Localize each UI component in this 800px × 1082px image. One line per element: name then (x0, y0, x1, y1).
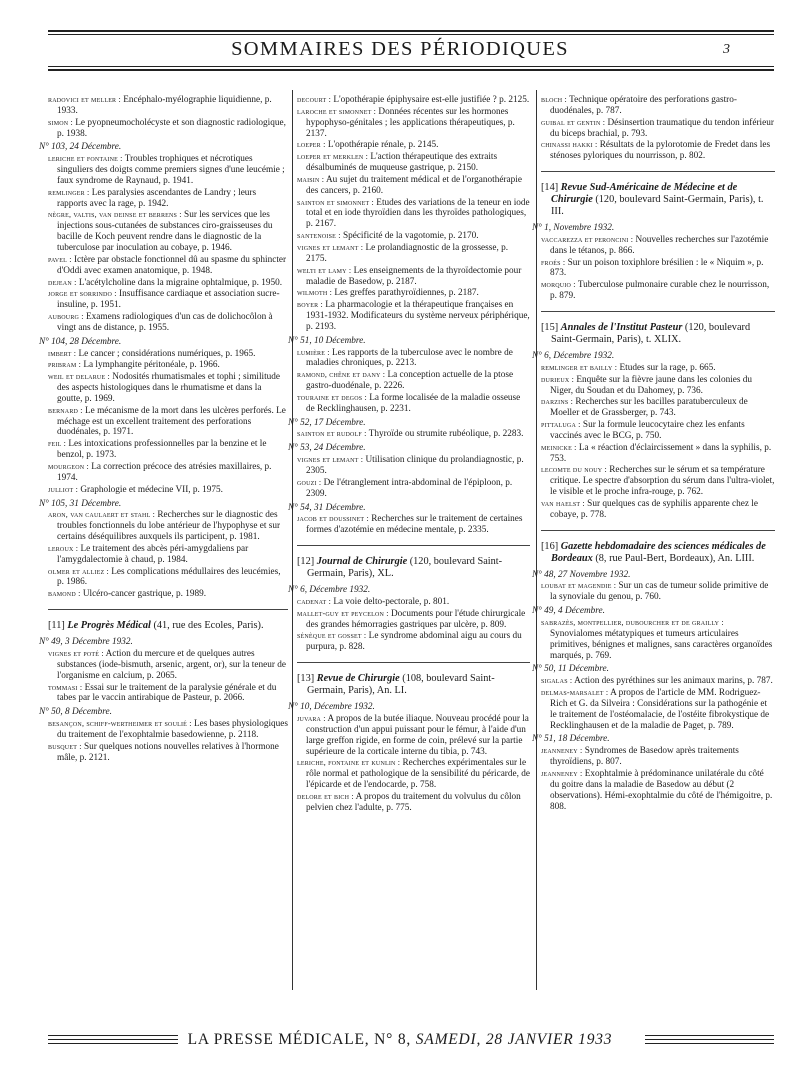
article-authors: morquio : (541, 280, 576, 290)
article-entry (297, 455, 530, 477)
article-entry (48, 742, 288, 764)
article-authors: cadenat : (297, 596, 332, 606)
header-rule-bottom-thick (48, 69, 774, 71)
column-right (532, 95, 775, 813)
footer-date: SAMEDI, 28 JANVIER 1933 (415, 1031, 613, 1048)
article-entry (48, 683, 288, 705)
article-title: Action du mercure et de quelques autres substances (iode-bismuth, arsenic, argent, or), sur la teneur de l'organisme en calcium, p. 2065. (57, 648, 286, 681)
article-title: Recherches expérimentales sur le rôle normal et pathologique de la sensibilité du péricarde, de l'épicarde et de l'endocarde, p. 758. (306, 758, 530, 791)
journal-number: [11] (48, 620, 65, 632)
journal-details: (41, rue des Ecoles, Paris). (153, 620, 264, 632)
article-entry (297, 429, 530, 440)
article-title: Nodosités rhumatismales et tophi ; similitude des aspects histologiques dans le rhumatisme et dans la goutte, p. 1969. (57, 372, 281, 404)
article-authors: bernard : (48, 405, 83, 415)
article-entry (48, 649, 288, 682)
article-entry (48, 312, 288, 334)
article-authors: ramond, chêne et dany : (297, 370, 386, 380)
article-authors: jeanneney : (541, 746, 583, 756)
footer-rule-right (645, 1035, 774, 1036)
article-title: A propos de l'article de MM. Rodriguez-Rich et G. da Silveira : Considérations sur la pathogénie et le traitement de l'ostéomalacie, de l'ostéite fibrokystique de Recklinghausen et de la maladie de Paget, p. 789. (550, 688, 770, 731)
journal-details: (120, boulevard Saint-Germain, Paris), t. XLIX. (551, 321, 751, 345)
section-divider (541, 171, 775, 172)
article-entry (297, 714, 530, 757)
article-authors: sigalas : (541, 676, 573, 686)
journal-heading (297, 673, 530, 697)
article-authors: froés : (541, 257, 566, 267)
issue-heading: N° 51, 18 Décembre. (532, 734, 610, 745)
article-authors: guibal et gentin : (541, 117, 606, 127)
article-authors: leroux : (48, 543, 79, 553)
article-entry (48, 462, 288, 484)
article-authors: leriche, fontaine et kunlin : (297, 758, 401, 768)
journal-number: [13] (297, 673, 315, 685)
article-entry (541, 618, 775, 661)
article-title: Les complications médullaires des leucémies, p. 1986. (57, 566, 281, 588)
journal-number: [16] (541, 540, 559, 552)
article-title: L'action thérapeutique des extraits désalbuminés de muqueuse gastrique, p. 2150. (306, 152, 498, 174)
issue-heading: N° 53, 24 Décembre. (288, 443, 366, 454)
article-entry (48, 118, 288, 140)
section-divider (48, 609, 288, 610)
article-authors: wilmoth : (297, 288, 333, 298)
issue-heading: N° 50, 8 Décembre. (39, 707, 112, 718)
article-title: Le prolandiagnostic de la grossesse, p. 2175. (306, 242, 509, 264)
article-entry (297, 140, 530, 151)
article-title: Graphologie et médecine VII, p. 1975. (80, 484, 223, 495)
article-title: Résultats de la pylorotomie de Fredet dans les sténoses pyloriques du nourrisson, p. 802. (550, 140, 771, 162)
footer-rule-right-2 (645, 1039, 774, 1040)
journal-details: (120, boulevard Saint-Germain, Paris), t. III. (551, 194, 764, 218)
issue-heading: N° 50, 11 Décembre. (532, 664, 609, 675)
article-entry (541, 235, 775, 257)
article-title: Thyroïde ou strumite rubéolique, p. 2283. (368, 429, 524, 440)
article-title: Utilisation clinique du prolandiagnostic, p. 2305. (306, 455, 524, 476)
journal-details: (108, boulevard Saint-Germain, Paris), An. LI. (307, 673, 495, 697)
article-title: De l'étranglement intra-abdominal de l'épiploon, p. 2309. (306, 477, 513, 499)
article-authors: santenoise : (297, 231, 341, 241)
article-entry (48, 485, 288, 496)
article-entry (297, 231, 530, 242)
article-entry (48, 589, 288, 600)
article-entry (297, 288, 530, 299)
article-authors: chinassi hakki : (541, 140, 598, 150)
issue-heading: N° 52, 17 Décembre. (288, 417, 366, 428)
article-authors: simon : (48, 117, 73, 127)
article-authors: vignes et lemant : (297, 455, 364, 465)
article-entry (297, 792, 530, 814)
journal-heading (48, 620, 288, 632)
article-title: Sur la formule leucocytaire chez les enfants vaccinés avec le BCG, p. 750. (550, 420, 745, 441)
article-title: Le cancer ; considérations numériques, p. 1965. (78, 348, 256, 359)
article-authors: juvara : (297, 713, 326, 723)
column-middle (288, 95, 530, 815)
article-entry (48, 719, 288, 741)
journal-title: Revue Sud-Américaine de Médecine et de Chirurgie (551, 182, 738, 206)
article-entry (297, 393, 530, 415)
article-entry (297, 631, 530, 653)
article-authors: laroche et simonnet : (297, 106, 377, 116)
article-entry (541, 280, 775, 302)
article-entry (48, 289, 288, 311)
article-authors: darzins : (541, 397, 574, 407)
journal-title: Journal de Chirurgie (316, 556, 408, 568)
article-title: Etudes des variations de la teneur en iode total et en iode thyroïdien dans les thyroïdes pathologiques, p. 2167. (306, 197, 530, 230)
journal-heading (541, 322, 775, 346)
article-title: Au sujet du traitement médical et de l'organothérapie des cancers, p. 2160. (306, 174, 522, 196)
article-entry (541, 769, 775, 812)
article-authors: olmer et alliez : (48, 566, 109, 576)
issue-heading: N° 103, 24 Décembre. (39, 142, 122, 153)
article-entry (541, 676, 775, 687)
article-entry (297, 107, 530, 140)
article-title: La lymphangite péritonéale, p. 1966. (83, 360, 220, 371)
article-title: Données récentes sur les hormones hypophyso-génitales ; les applications thérapeutiques, p. 2137. (306, 106, 515, 139)
article-entry (541, 443, 775, 465)
article-authors: lumière : (297, 347, 330, 357)
article-authors: pittaluga : (541, 420, 581, 430)
journal-title: Le Progrès Médical (67, 620, 151, 632)
article-authors: aron, van caulaert et stahl : (48, 510, 156, 520)
article-title: A propos de la butée iliaque. Nouveau procédé pour la construction d'un appui puissant pour le fémur, à l'aide d'un large greffon rigide, en forme de coin, prélevé sur la partie supérieure de la corticale interne du tibia, p. 743. (306, 713, 529, 757)
article-authors: pavel : (48, 254, 72, 264)
article-title: La correction précoce des atrésies maxillaires, p. 1974. (57, 462, 272, 483)
article-title: Technique opératoire des perforations gastro-duodénales, p. 787. (550, 95, 737, 116)
article-title: Nouvelles recherches sur l'azotémie dans le tétanos, p. 866. (550, 234, 769, 256)
article-entry (541, 140, 775, 162)
article-entry (541, 363, 775, 374)
issue-heading: N° 104, 28 Décembre. (39, 336, 122, 347)
article-authors: busquet : (48, 741, 82, 751)
article-entry (297, 348, 530, 370)
issue-heading: N° 54, 31 Décembre. (288, 502, 366, 513)
article-authors: boyer : (297, 300, 323, 310)
article-entry (541, 499, 775, 521)
article-entry (48, 439, 288, 461)
journal-title: Annales de l'Institut Pasteur (560, 321, 683, 333)
article-entry (48, 95, 288, 117)
article-authors: lecomte du nouy : (541, 465, 607, 475)
article-title: Examens radiologiques d'un cas de dolichocôlon à vingt ans de distance, p. 1955. (57, 312, 273, 333)
article-authors: feil : (48, 439, 67, 449)
article-title: Recherches sur le sérum et sa température critique. Le spectre d'absorption du sérum dans l'ultra-violet, le visible et le proche infra-rouge, p. 762. (550, 465, 775, 498)
article-title: Les intoxications professionnelles par la benzine et le benzol, p. 1973. (57, 439, 267, 461)
section-divider (297, 545, 530, 546)
article-title: La forme localisée de la maladie osseuse de Recklinghausen, p. 2231. (306, 392, 521, 414)
article-entry (48, 210, 288, 253)
article-authors: weil et delarue : (48, 372, 110, 382)
article-entry (297, 597, 530, 608)
article-title: Le pyopneumocholécyste et son diagnostic radiologique, p. 1938. (57, 117, 286, 139)
issue-heading: N° 51, 10 Décembre. (288, 335, 366, 346)
article-title: La voie delto-pectorale, p. 801. (333, 596, 450, 607)
article-title: Essai sur le traitement de la paralysie générale et du tabes par le vaccin antirabique de Pasteur, p. 2066. (57, 682, 277, 704)
article-title: Les greffes parathyroïdiennes, p. 2187. (334, 288, 479, 299)
article-title: Recherches sur les bacilles paratuberculeux de Moeller et de Grassberger, p. 743. (550, 397, 748, 419)
article-authors: julliot : (48, 484, 79, 494)
article-authors: vignes et lemant : (297, 242, 364, 252)
article-entry (48, 567, 288, 589)
article-title: Les paralysies ascendantes de Landry ; leurs rapports avec la rage, p. 1942. (57, 187, 257, 209)
journal-heading (541, 182, 775, 218)
journal-heading (541, 541, 775, 565)
article-entry (48, 255, 288, 277)
article-authors: durieux : (541, 374, 575, 384)
article-authors: aubourg : (48, 312, 84, 322)
article-title: Documents pour l'étude chirurgicale des grandes hémorragies gastriques par ulcère, p. 809. (306, 608, 526, 630)
article-title: Sur les services que les injections sous-cutanées de substances ciro-graisseuses du bacille de Koch peuvent rendre dans le diagnostic de la tuberculose par inoculation au cobaye, p. 1946. (57, 210, 273, 253)
header-rule-top-thin (48, 34, 774, 35)
article-entry (297, 198, 530, 231)
article-entry (297, 243, 530, 265)
journal-number: [14] (541, 182, 559, 194)
article-title: L'opothérapie épiphysaire est-elle justifiée ? p. 2125. (333, 95, 530, 105)
article-title: Etudes sur la rage, p. 665. (619, 362, 716, 373)
article-entry (297, 175, 530, 197)
article-authors: bamond : (48, 589, 81, 599)
article-title: Sur un poison toxiphlore brésilien : le « Niquim », p. 873. (550, 257, 764, 279)
footer-rule-right-3 (645, 1043, 774, 1044)
issue-heading: N° 105, 31 Décembre. (39, 498, 122, 509)
article-title: L'acétylcholine dans la migraine ophtalmique, p. 1950. (78, 277, 283, 288)
article-entry (541, 688, 775, 731)
journal-details: (8, rue Paul-Bert, Bordeaux), An. LIII. (595, 552, 755, 564)
journal-details: (120, boulevard Saint-Germain, Paris), XL. (307, 556, 503, 580)
article-entry (297, 758, 530, 791)
article-entry (297, 95, 530, 106)
article-authors: dejean : (48, 277, 77, 287)
article-title: Troubles trophiques et nécrotiques singuliers des doigts comme premiers signes d'une leucémie ; faux syndrome de Raynaud, p. 1941. (57, 154, 285, 186)
article-entry (297, 300, 530, 333)
article-title: La « réaction d'éclaircissement » dans la syphilis, p. 753. (550, 442, 772, 464)
article-title: Ulcéro-cancer gastrique, p. 1989. (82, 589, 207, 600)
page-number: 3 (723, 42, 730, 57)
article-entry (297, 152, 530, 174)
article-authors: delore et bich : (297, 791, 354, 801)
article-title: A propos du traitement du volvulus du côlon pelvien chez l'adulte, p. 775. (306, 791, 521, 813)
article-entry (297, 478, 530, 500)
article-title: Enquête sur la fièvre jaune dans les colonies du Niger, du Soudan et du Dahomey, p. 736. (550, 374, 753, 396)
article-entry (297, 609, 530, 631)
article-title: Les enseignements de la thyroïdectomie pour maladie de Basedow, p. 2187. (306, 265, 522, 287)
article-authors: loeper : (297, 140, 326, 150)
article-entry (541, 465, 775, 498)
article-title: Ictère par obstacle fonctionnel dû au spasme du sphincter d'Oddi avec examen anatomique, p. 1948. (57, 254, 287, 276)
article-entry (48, 372, 288, 405)
article-authors: loeper et merklen : (297, 152, 369, 162)
article-entry (541, 118, 775, 140)
article-title: Spécificité de la vagotomie, p. 2170. (342, 231, 479, 242)
article-title: Désinsertion traumatique du tendon inférieur du biceps brachial, p. 793. (550, 117, 774, 139)
article-authors: pribram : (48, 360, 82, 370)
article-title: Le traitement des abcès péri-amygdaliens par l'amygdalectomie à chaud, p. 1984. (57, 543, 249, 565)
article-authors: mallet-guy et peycelon : (297, 608, 389, 618)
article-title: Sur quelques cas de syphilis apparente chez le cobaye, p. 778. (550, 498, 758, 520)
article-entry (541, 375, 775, 397)
issue-heading: N° 6, Décembre 1932. (288, 585, 371, 596)
article-entry (48, 510, 288, 543)
article-entry (541, 746, 775, 768)
article-entry (48, 406, 288, 439)
article-authors: sénèque et gosset : (297, 631, 367, 641)
footer-publication: LA PRESSE MÉDICALE, N° 8, (187, 1031, 412, 1048)
article-authors: welti et lamy : (297, 265, 352, 275)
article-title: Le syndrome abdominal aigu au cours du purpura, p. 828. (306, 631, 522, 653)
article-entry (48, 188, 288, 210)
article-authors: nègre, valtis, van deinse et berrens : (48, 210, 182, 220)
section-divider (541, 530, 775, 531)
article-authors: tommasi : (48, 682, 83, 692)
issue-heading: N° 49, 4 Décembre. (532, 606, 605, 617)
article-entry (541, 258, 775, 280)
page-title: SOMMAIRES DES PÉRIODIQUES (231, 38, 569, 60)
article-authors: jacob et doussinet : (297, 514, 369, 524)
article-authors: imbert : (48, 348, 77, 358)
article-entry (48, 360, 288, 371)
article-title: Les rapports de la tuberculose avec le nombre de maladies chroniques, p. 2213. (306, 347, 513, 369)
article-authors: radovici et meller : (48, 95, 121, 104)
article-authors: loubat et magendie : (541, 581, 617, 591)
journal-number: [15] (541, 321, 559, 333)
article-title: Tuberculose pulmonaire curable chez le nourrisson, p. 879. (550, 280, 770, 302)
article-authors: sabrazès, montpellier, dubourcher et de grailly : (541, 618, 724, 627)
article-entry (541, 95, 775, 117)
article-title: Sur un cas de tumeur solide primitive de la synoviale du genou, p. 760. (550, 581, 769, 603)
article-title: La conception actuelle de la ptose gastro-duodénale, p. 2226. (306, 370, 514, 392)
article-authors: delmas-marsalet : (541, 688, 609, 698)
article-authors: touraine et degos : (297, 392, 367, 402)
article-entry (541, 581, 775, 603)
journal-title: Revue de Chirurgie (316, 673, 400, 685)
article-authors: jeanneney : (541, 768, 583, 778)
article-entry (297, 514, 530, 536)
issue-heading: N° 10, Décembre 1932. (288, 702, 375, 713)
article-authors: gouzi : (297, 477, 322, 487)
article-authors: van haelst : (541, 498, 585, 508)
article-authors: remlinger : (48, 187, 90, 197)
article-title: Sur quelques notions nouvelles relatives à l'hormone mâle, p. 2121. (57, 741, 279, 763)
article-title: Recherches sur le traitement de certaines formes d'azotémie en médecine mentale, p. 2335. (306, 514, 523, 536)
article-entry (48, 349, 288, 360)
article-entry (48, 154, 288, 187)
journal-heading (297, 556, 530, 580)
issue-heading: N° 49, 3 Décembre 1932. (39, 637, 133, 648)
article-title: Action des pyréthines sur les animaux marins, p. 787. (574, 676, 773, 687)
journal-number: [12] (297, 556, 315, 568)
article-authors: decourt : (297, 95, 331, 104)
article-authors: meinicke : (541, 442, 577, 452)
section-divider (541, 311, 775, 312)
article-title: Encéphalo-myélographie liquidienne, p. 1933. (57, 95, 272, 116)
article-entry (541, 397, 775, 419)
article-authors: vaccarezza et peroncini : (541, 234, 634, 244)
issue-heading: N° 48, 27 Novembre 1932. (532, 569, 631, 580)
column-left (39, 95, 289, 764)
article-authors: bloch : (541, 95, 567, 104)
header-rule-bottom (48, 66, 774, 67)
article-title: Les bases physiologiques du traitement de l'exophtalmie basedowienne, p. 2118. (57, 719, 289, 740)
article-authors: sainton et rudolf : (297, 429, 367, 439)
article-entry (297, 266, 530, 288)
article-authors: remlinger et bailly : (541, 362, 618, 372)
article-title: Insuffisance cardiaque et association sucre-insuline, p. 1951. (57, 289, 280, 311)
article-title: Recherches sur le diagnostic des troubles fonctionnels du lobe antérieur de l'hypophyse et sur certains déséquilibres auxquels ils participent, p. 1981. (57, 510, 281, 543)
article-title: L'opothérapie rénale, p. 2145. (327, 140, 439, 151)
article-authors: besançon, schiff-wertheimer et soulié : (48, 719, 192, 729)
page-footer (0, 1031, 800, 1049)
article-entry (48, 544, 288, 566)
article-title: Syndromes de Basedow après traitements thyroïdiens, p. 807. (550, 746, 739, 768)
article-authors: mourgeon : (48, 462, 89, 471)
article-title: Le mécanisme de la mort dans les ulcères perforés. Le méchage est un excellent traitement des perforations duodénales, p. 1971. (57, 405, 286, 438)
header-rule-top (48, 30, 774, 32)
article-title: Exophtalmie à prédominance unilatérale du côté du goitre dans la maladie de Basedow au début (2 observations). Hémi-exophtalmie du côté de l'hémigoitre, p. 808. (550, 768, 773, 812)
article-entry (541, 420, 775, 442)
article-authors: vignes et poté : (48, 648, 104, 658)
issue-heading: N° 6, Décembre 1932. (532, 350, 615, 361)
issue-heading: N° 1, Novembre 1932. (532, 223, 615, 234)
article-authors: leriche et fontaine : (48, 154, 123, 164)
column-divider-1 (292, 90, 293, 990)
article-authors: maisin : (297, 174, 325, 184)
journal-title: Gazette hebdomadaire des sciences médicales de Bordeaux (551, 540, 766, 564)
article-title: Synovialomes métatypiques et tumeurs articulaires primitives, bénignes et malignes, sans caractères organoïdes marqués, p. 769. (550, 628, 773, 661)
article-title: La pharmacologie et la thérapeutique françaises en 1931-1932. Modificateurs du système nerveux périphérique, p. 2193. (306, 300, 530, 332)
article-entry (48, 278, 288, 289)
article-entry (297, 370, 530, 392)
article-authors: jorge et sorrindo : (48, 289, 117, 299)
section-divider (297, 662, 530, 663)
article-authors: sainton et simonnet : (297, 197, 374, 207)
